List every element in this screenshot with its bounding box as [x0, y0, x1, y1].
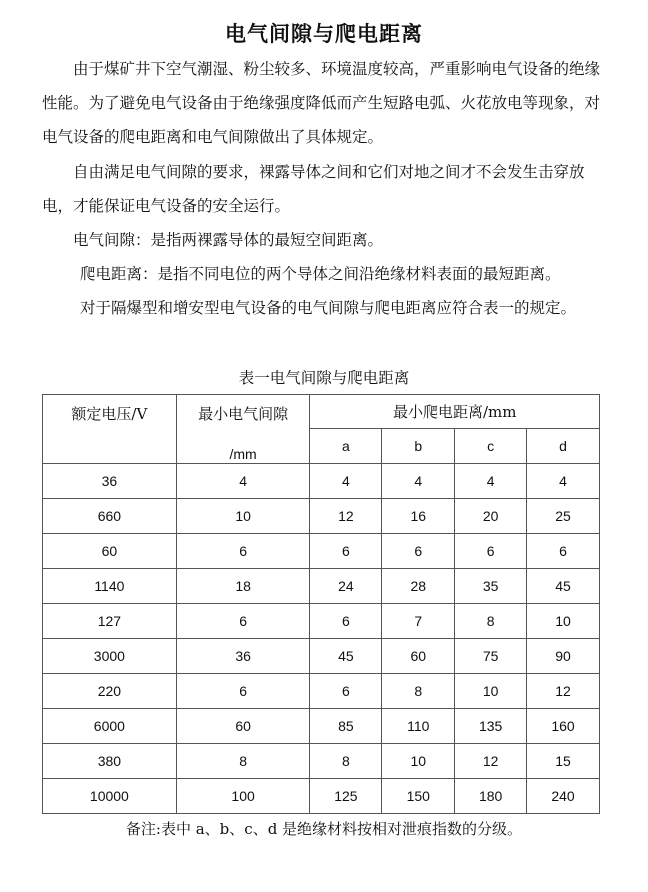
header-min-clearance-unit: /mm — [229, 446, 257, 462]
cell-creepage-b: 28 — [382, 569, 455, 604]
cell-creepage-d: 4 — [527, 464, 600, 499]
cell-creepage-a: 45 — [310, 639, 382, 674]
paragraph-standard-reference: 对于隔爆型和增安型电气设备的电气间隙与爬电距离应符合表一的规定。 — [80, 299, 577, 317]
table-footnote: 备注:表中 a、b、c、d 是绝缘材料按相对泄痕指数的分级。 — [125, 820, 523, 838]
table-row — [43, 674, 600, 709]
table-caption: 表一电气间隙与爬电距离 — [238, 369, 410, 387]
cell-voltage: 60 — [43, 534, 177, 569]
clearance-creepage-table — [42, 394, 600, 814]
cell-creepage-d: 15 — [527, 744, 600, 779]
cell-clearance: 60 — [176, 709, 310, 744]
header-grade-b: b — [382, 429, 455, 464]
cell-voltage: 127 — [43, 604, 177, 639]
header-grade-d: d — [527, 429, 600, 464]
cell-creepage-b: 16 — [382, 499, 455, 534]
cell-voltage: 3000 — [43, 639, 177, 674]
cell-clearance: 6 — [176, 674, 310, 709]
table-row — [43, 779, 600, 814]
cell-creepage-b: 110 — [382, 709, 455, 744]
header-grade-a: a — [310, 429, 382, 464]
cell-creepage-b: 10 — [382, 744, 455, 779]
cell-voltage: 380 — [43, 744, 177, 779]
cell-creepage-d: 160 — [527, 709, 600, 744]
cell-creepage-a: 6 — [310, 604, 382, 639]
cell-creepage-a: 4 — [310, 464, 382, 499]
table-row — [43, 709, 600, 744]
cell-creepage-c: 6 — [455, 534, 527, 569]
header-rated-voltage — [43, 395, 177, 464]
cell-creepage-c: 180 — [455, 779, 527, 814]
cell-creepage-d: 10 — [527, 604, 600, 639]
cell-creepage-a: 6 — [310, 534, 382, 569]
cell-creepage-d: 12 — [527, 674, 600, 709]
cell-creepage-b: 150 — [382, 779, 455, 814]
header-min-clearance — [176, 395, 310, 464]
cell-clearance: 8 — [176, 744, 310, 779]
cell-creepage-a: 12 — [310, 499, 382, 534]
cell-creepage-b: 4 — [382, 464, 455, 499]
cell-creepage-d: 90 — [527, 639, 600, 674]
table-row — [43, 639, 600, 674]
cell-creepage-c: 35 — [455, 569, 527, 604]
cell-voltage: 220 — [43, 674, 177, 709]
paragraph-creepage-definition: 爬电距离：是指不同电位的两个导体之间沿绝缘材料表面的最短距离。 — [80, 265, 561, 283]
cell-creepage-b: 7 — [382, 604, 455, 639]
header-grade-c: c — [455, 429, 527, 464]
table-row — [43, 464, 600, 499]
cell-clearance: 36 — [176, 639, 310, 674]
cell-creepage-d: 45 — [527, 569, 600, 604]
cell-creepage-a: 85 — [310, 709, 382, 744]
cell-creepage-c: 135 — [455, 709, 527, 744]
page-title: 电气间隙与爬电距离 — [225, 22, 423, 46]
cell-creepage-c: 20 — [455, 499, 527, 534]
table-row — [43, 604, 600, 639]
cell-creepage-d: 240 — [527, 779, 600, 814]
table-row — [43, 499, 600, 534]
paragraph-requirement: 自由满足电气间隙的要求，裸露导体之间和它们对地之间才不会发生击穿放电，才能保证电气设备的安全运行。 — [42, 163, 585, 215]
cell-creepage-c: 12 — [455, 744, 527, 779]
table-row — [43, 569, 600, 604]
cell-clearance: 18 — [176, 569, 310, 604]
table-row — [43, 744, 600, 779]
cell-clearance: 6 — [176, 534, 310, 569]
cell-creepage-c: 75 — [455, 639, 527, 674]
cell-voltage: 6000 — [43, 709, 177, 744]
cell-voltage: 660 — [43, 499, 177, 534]
paragraph-clearance-definition: 电气间隙：是指两裸露导体的最短空间距离。 — [73, 231, 384, 249]
header-rated-voltage-label: 额定电压/V — [71, 405, 148, 423]
header-min-creepage: 最小爬电距离/mm — [310, 395, 600, 429]
cell-creepage-c: 4 — [455, 464, 527, 499]
cell-clearance: 100 — [176, 779, 310, 814]
paragraph-intro: 由于煤矿井下空气潮湿、粉尘较多、环境温度较高，严重影响电气设备的绝缘性能。为了避免电气设备由于绝缘强度降低而产生短路电弧、火花放电等现象，对电气设备的爬电距离和电气间隙做出了具体规定。 — [42, 60, 601, 146]
cell-creepage-c: 10 — [455, 674, 527, 709]
cell-creepage-a: 6 — [310, 674, 382, 709]
cell-voltage: 10000 — [43, 779, 177, 814]
cell-creepage-a: 8 — [310, 744, 382, 779]
cell-voltage: 36 — [43, 464, 177, 499]
header-min-clearance-label: 最小电气间隙 — [198, 405, 289, 423]
cell-creepage-b: 60 — [382, 639, 455, 674]
cell-creepage-d: 25 — [527, 499, 600, 534]
cell-creepage-b: 8 — [382, 674, 455, 709]
cell-clearance: 6 — [176, 604, 310, 639]
cell-clearance: 10 — [176, 499, 310, 534]
cell-creepage-c: 8 — [455, 604, 527, 639]
cell-clearance: 4 — [176, 464, 310, 499]
cell-creepage-d: 6 — [527, 534, 600, 569]
table-row — [43, 534, 600, 569]
cell-creepage-a: 24 — [310, 569, 382, 604]
cell-voltage: 1140 — [43, 569, 177, 604]
cell-creepage-a: 125 — [310, 779, 382, 814]
cell-creepage-b: 6 — [382, 534, 455, 569]
